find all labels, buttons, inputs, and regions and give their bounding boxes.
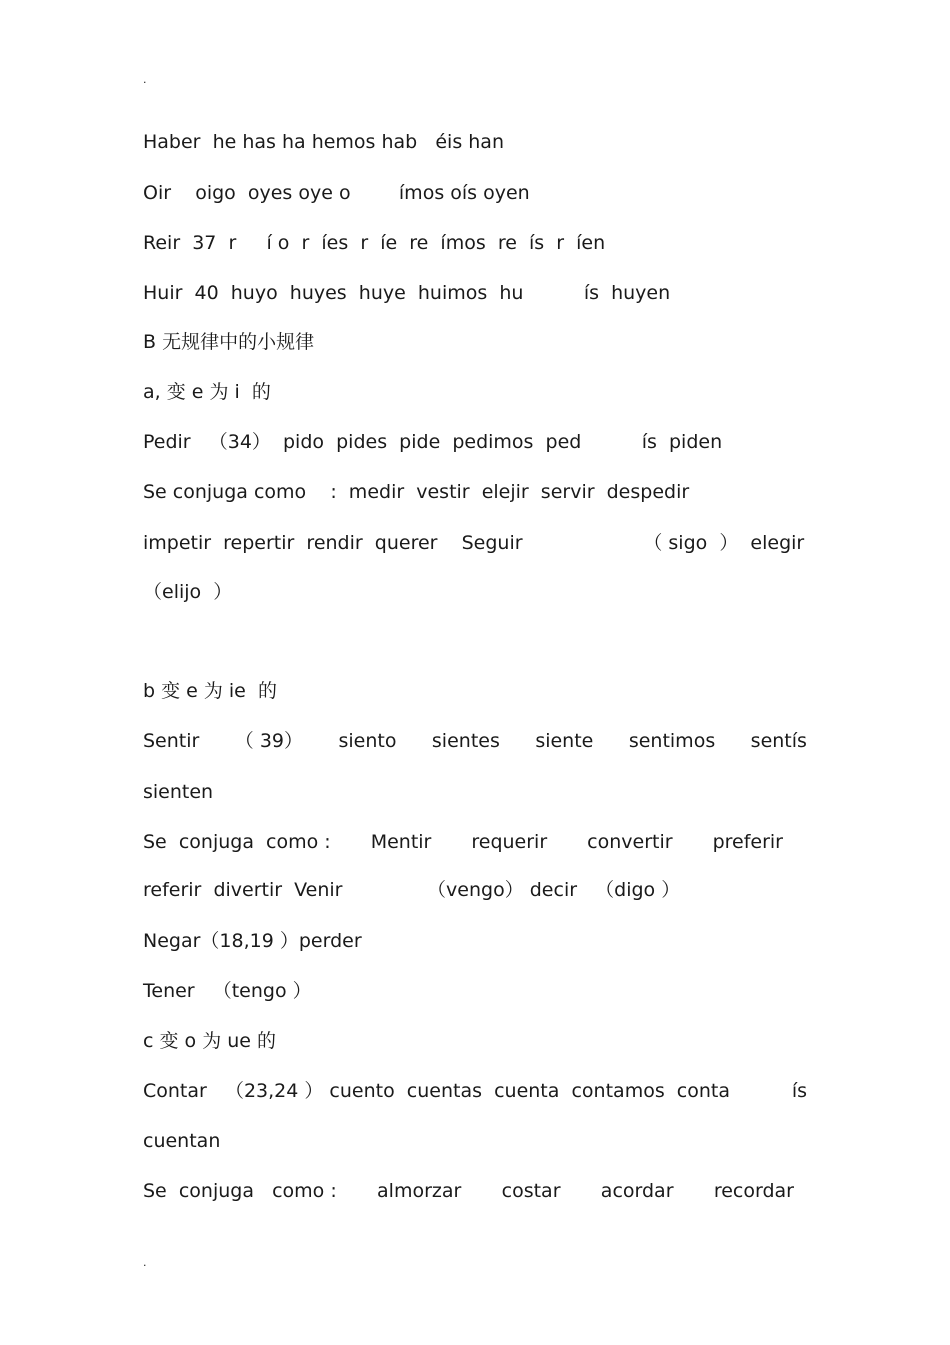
header-dot: .	[143, 73, 147, 86]
contar-forms: Contar （23,24 ） cuento cuentas cuenta contamos conta	[143, 1080, 731, 1102]
conjuga-word: Se conjuga como :	[143, 1180, 337, 1202]
contar-conjugation	[143, 1079, 807, 1103]
sentir-word: sentimos	[628, 730, 716, 752]
sentir-word: （ 39）	[234, 730, 304, 752]
pedir-similar-verbs-line2: impetir repertir rendir querer Seguir （ sigo ） elegir	[143, 532, 805, 554]
haber-conjugation: Haber he has ha hemos hab éis han	[143, 131, 504, 153]
subsection-c-heading: c 变 o 为 ue 的	[143, 1030, 277, 1052]
pedir-similar-verbs-line3: （elijo ）	[143, 581, 233, 603]
reir-conjugation: Reir 37 r í o r íes r íe re ímos re ís r íen	[143, 232, 606, 254]
conjuga-word: preferir	[712, 831, 783, 853]
subsection-b-heading: b 变 e 为 ie 的	[143, 680, 277, 702]
conjuga-word: Mentir	[370, 831, 432, 853]
huir-conjugation: Huir 40 huyo huyes huye huimos hu ís huyen	[143, 282, 671, 304]
conjuga-word: Se conjuga como :	[143, 831, 331, 853]
conjuga-word: convertir	[587, 831, 673, 853]
oir-conjugation: Oir oigo oyes oye o ímos oís oyen	[143, 182, 530, 204]
sentir-conjugation-continued: sienten	[143, 781, 214, 803]
conjuga-word: acordar	[600, 1180, 674, 1202]
sentir-similar-verbs-line2: referir divertir Venir （vengo） decir （digo ）	[143, 879, 681, 901]
conjuga-word: recordar	[713, 1180, 794, 1202]
sentir-word: Sentir	[143, 730, 200, 752]
contar-conjugation-continued: cuentan	[143, 1130, 221, 1152]
sentir-word: sentís	[750, 730, 807, 752]
pedir-conjugation: Pedir （34） pido pides pide pedimos ped ís piden	[143, 431, 723, 453]
sentir-similar-verbs-line1	[143, 830, 783, 854]
conjuga-word: requerir	[471, 831, 548, 853]
conjuga-word: almorzar	[377, 1180, 462, 1202]
footer-dot: .	[143, 1256, 147, 1269]
sentir-word: siento	[338, 730, 397, 752]
conjuga-word: costar	[501, 1180, 561, 1202]
sentir-conjugation	[143, 729, 807, 753]
subsection-a-heading: a, 变 e 为 i 的	[143, 381, 271, 403]
contar-similar-verbs-line1	[143, 1179, 794, 1203]
section-b-heading: B 无规律中的小规律	[143, 331, 315, 353]
tener-line: Tener （tengo ）	[143, 980, 312, 1002]
pedir-similar-verbs-line1: Se conjuga como : medir vestir elejir servir despedir	[143, 481, 690, 503]
negar-line: Negar（18,19 ）perder	[143, 930, 362, 952]
sentir-word: siente	[535, 730, 594, 752]
sentir-word: sientes	[431, 730, 500, 752]
contar-forms: ís	[791, 1080, 807, 1102]
